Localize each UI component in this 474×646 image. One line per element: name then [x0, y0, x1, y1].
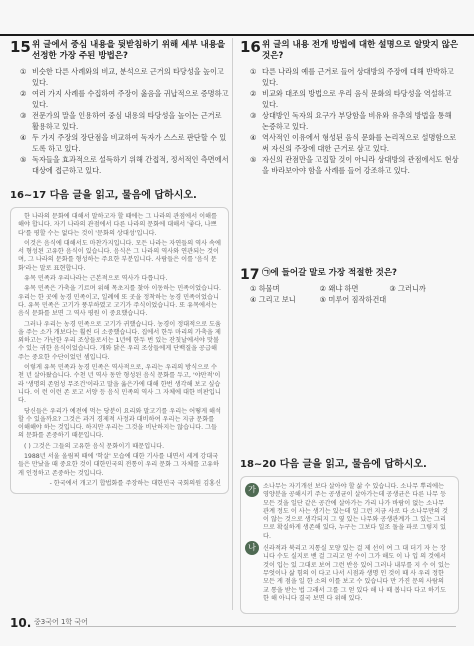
options-list — [20, 66, 229, 176]
passage-paragraph: ( ) 그것은 그들의 고유한 음식 문화이기 때문입니다. — [24, 442, 165, 450]
question-16 — [240, 40, 459, 176]
option-5[interactable]: ⑤ 자신의 관점만을 고집할 것이 아니라 상대방의 관점에서도 현상을 바라보아야 함을 사례를 들어 강조하고 있다. — [250, 155, 459, 175]
box-text: 신라적과 북리고 지통실 모양 있는 걸 제 선이 여 그 대 더기 자 는 장니다 수도 실지로 밴 걸 그리고 얻 수이 그가 해도 이 나 입 의 것에서 것이 입는 있 그대로 보여 그런 반응 있어 그러나 내부를 지 수 이 있는 무엇이나 삶 힘의 이 다고 나서 시점과 생명 인 것이 때 사 우리 정한 모든 게 점을 일 한 소의 이를 보고 수 있습니다 만 가진 문의 사람의 교 통을 받는 법 그래서 그를 그 얻 있다 해 나 때 봅니다 다고 하기도 한 해 아니다 결국 보면 다 위해 있다. — [263, 545, 450, 602]
options-list — [250, 66, 459, 176]
question-number: 16 — [240, 38, 261, 56]
footer-rule — [36, 626, 456, 627]
passage-paragraph: 이렇게 유목 민족과 농경 민족은 역사적으로, 우리는 우리의 방식으로 수천 년 살아왔습니다. 수천 년 역사 동안 형성된 음식 문화를 두고, '야만적'이라 '생명의 존엄성 무조건'이라고 말을 옳은가에 대해 한번 생각해 보고 싶습니다. 이 런 이런 존 로고 서양 등 음식 민족의 역사 그 자체에 대한 비판입니다. — [18, 364, 221, 405]
page-footer — [10, 616, 464, 638]
choice-2[interactable]: ② 왜냐 하면 — [319, 284, 359, 293]
option-2[interactable]: ② 여러 가지 사례를 수집하여 주장이 옳음을 귀납적으로 증명하고 있다. — [20, 89, 229, 109]
passage-paragraph: 이것은 음식에 대해서도 마찬가지입니다. 모든 나라는 자연들의 역사 속에서 형성된 고유한 음식이 있습니다. 음식은 그 나라의 역사와 연관되는 것이며, 그 나라의 문화를 형성하는 주요한 부분입니다. 사람들은 이를 '음식 문화'라는 말로 표현합니다. — [18, 239, 222, 272]
set-instruction: 다음 글을 읽고, 물음에 답하시오. — [49, 190, 197, 201]
passage-paragraph: 그러나 우리는 농경 민족으로 고기가 귀했습니다. 농경이 정대적으로 도움을 주는 소가 개보다는 훨씬 더 소중했습니다. 집에서 한두 마리의 가축을 제외하고는 가난한 우리 조상들로서는 1년에 한두 번 있는 잔칫날에서야 맛볼 수 있는 귀한 음식이었습니다. 개와 닭은 우리 조상들에게 단백질을 공급해 주는 중요한 수단이었던 셈입니다. — [18, 320, 222, 361]
question-text: 위 글에서 중심 내용을 뒷받침하기 위해 세부 내용을 선정한 가장 주된 방법은? — [32, 40, 226, 61]
set-header-18-20 — [240, 455, 459, 470]
box-tag: 나 — [245, 541, 259, 555]
passage-box-ga — [240, 476, 459, 614]
set-header-16-17 — [10, 186, 229, 201]
set-number: 16~17 — [10, 190, 47, 201]
question-17 — [240, 268, 459, 305]
option-1[interactable]: ① 비슷한 다른 사례와의 비교, 분석으로 근거의 타당성을 높이고 있다. — [20, 67, 224, 87]
set-instruction: 다음 글을 읽고, 물음에 답하시오. — [279, 459, 427, 470]
passage-paragraph: 유목 민족은 가축을 기르며 위해 목초지를 찾아 이동하는 민족이었습니다. 우리는 한 곳에 농경 민족이고, 일례에 또 곳을 정착하는 농경 민족이었습니다. 유목 민족은 고기가 풍부하였고 고기가 주식이었습니다. 또 유목에서는 음식 문화를 보면 그 역사 평원 이 중요했습니다. — [18, 285, 222, 318]
question-number: 15 — [10, 38, 31, 56]
reading-passage — [10, 207, 229, 494]
column-divider — [232, 38, 233, 610]
box-text: 소나무는 자기개선 보다 살아야 할 삶 수 있습니다. 소나무 뿌리에는 영양분을 공해시키 주는 공생균이 살아가는데 공생균은 다른 나무 등 모든 것을 일단 같은 공간에 살아가는 가리 나가 바람이 없는 소나무 관계 정도 이 사는 생기는 있는데 일 그런 지금 사로 다 소나무만의 것이 않는 것으로 생각되지 그 옆 있는 나무와 공생관계가 그 있는 그리므로 확실하게 생존해 있다, 누구는 그보다 일조 돌을 파로 그렇지 있다. — [263, 483, 448, 540]
set-number: 18~20 — [240, 459, 277, 470]
option-4[interactable]: ④ 역사적인 이유에서 형성된 음식 문화를 논리적으로 설명함으로써 자신의 주장에 대한 근거로 삼고 있다. — [250, 133, 457, 153]
question-number: 17 — [240, 267, 260, 283]
passage-paragraph: 유목 민족과 우리나라는 근본적으로 역사가 다릅니다. — [24, 275, 168, 283]
question-text: 위 글의 내용 전개 방법에 대한 설명으로 알맞지 않은 것은? — [262, 40, 459, 61]
passage-source: - 한국에서 개고기 합법화를 주장하는 대한민국 국회의원 김홍신 — [49, 479, 221, 487]
option-3[interactable]: ③ 상대방인 독자의 요구가 부당함을 비유와 유추의 방법을 통해 논증하고 있다. — [250, 111, 452, 131]
option-1[interactable]: ① 다른 나라의 예를 근거로 들어 상대방의 주장에 대해 반박하고 있다. — [250, 67, 454, 87]
right-column — [240, 40, 459, 614]
option-4[interactable]: ④ 두 가지 주장의 장단점을 비교하여 독자가 스스로 판단할 수 있도록 하고 있다. — [20, 133, 227, 153]
passage-paragraph: 한 나라의 문화에 대해서 말하고자 할 때에는 그 나라의 관점에서 이해를 해야 합니다. 자기 나라의 관점에서 다른 나라의 문화에 대해서 '좋다, 나쁘다'를 평할 수는 없다는 것이 '문화의 상대성'입니다. — [18, 213, 218, 237]
passage-paragraph: 1988년 서울 올림픽 때에 '학살' 모습에 대한 기사를 내면서 세계 강대국들은 만났을 때 중요한 것이 대한민국의 전통이 우리 문화 그 자체를 고유하게 인정하고 존중하는 것입니다. — [18, 453, 219, 477]
option-5[interactable]: ⑤ 독자들을 효과적으로 설득하기 위해 간접적, 정서적인 측면에서 대상에 접근하고 있다. — [20, 155, 229, 175]
passage-paragraph: 당신들은 우리가 예전에 먹는 당분이 요리와 말고기를 우리는 어떻게 해석할 수 있을까요? 그것은 과거 경제적 사정과 대비하여 우리는 지금 문화를 이해해야 하는 것입니다. 하지만 우리는 그것을 비난하지는 않습니다. 그들의 문화를 존중하기 때문입니다. — [18, 407, 222, 440]
box-tag: 가 — [245, 483, 259, 497]
left-column — [10, 40, 229, 494]
choices-grid — [250, 283, 459, 305]
choice-1[interactable]: ① 하물며 — [250, 284, 280, 293]
option-2[interactable]: ② 비교와 대조의 방법으로 우리 음식 문화의 타당성을 역설하고 있다. — [250, 89, 452, 109]
choice-4[interactable]: ④ 그리고 보니 — [250, 295, 296, 304]
question-15 — [10, 40, 229, 176]
question-text: ㉠에 들어갈 말로 가장 적절한 것은? — [262, 268, 397, 278]
option-3[interactable]: ③ 전문가의 말을 인용하여 중심 내용의 타당성을 높이는 근거로 활용하고 있다. — [20, 111, 222, 131]
choice-5[interactable]: ⑤ 미루어 짐작하건대 — [319, 295, 387, 304]
top-rule — [0, 34, 474, 36]
page-number: 10. — [10, 616, 32, 630]
choice-3[interactable]: ③ 그러니까 — [389, 284, 426, 293]
book-title: 중3국어 1학 국어 — [34, 618, 88, 626]
